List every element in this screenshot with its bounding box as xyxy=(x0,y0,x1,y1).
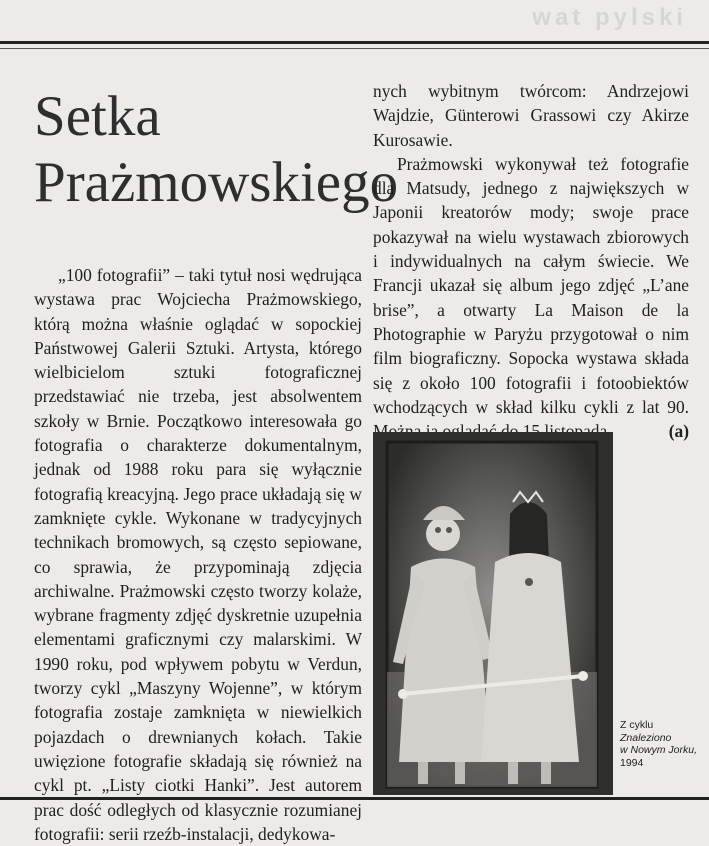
caption-title-line-2: w Nowym Jorku, xyxy=(620,744,698,757)
author-signature: (a) xyxy=(668,421,689,442)
caption-cycle-label: Z cyklu xyxy=(620,719,654,731)
body-continuation: nych wybitnym twórcom: Andrzejowi Wajdzie, Günterowi Grassowi czy Akirze Kurosawie. xyxy=(373,81,689,150)
caption-title-line-1: Znaleziono xyxy=(620,731,672,744)
top-rule-thin xyxy=(0,48,709,49)
left-column xyxy=(34,263,362,846)
photo-caption xyxy=(620,719,708,769)
photo-image xyxy=(373,432,613,795)
right-column xyxy=(373,79,689,443)
article-photo xyxy=(373,432,613,795)
section-header-label: wat pylski xyxy=(532,4,687,31)
body-paragraph-2-text: Prażmowski wykonywał też fotografie dla Matsudy, jednego z największych w Japonii kreatorów mody; swoje prace pokazywał na wielu wystawach zbiorowych i indywidualnych na całym świecie. We Francji ukazał się album jego zdjęć „L’ane brise”, a otwarty La Maison de la Photographie w Paryżu przygotował o nim film biograficzny. Sopocka wystawa składa się z około 100 fotografii i fotoobiektów wchodzących w skład kilku cykli z lat 90. xyxy=(373,153,689,417)
article-title xyxy=(34,84,398,216)
title-line-1: Setka xyxy=(34,85,161,148)
caption-year: 1994 xyxy=(620,756,644,769)
top-rule xyxy=(0,41,709,44)
title-line-2: Prażmowskiego xyxy=(34,151,399,214)
body-paragraph-1: „100 fotografii” – taki tytuł nosi wędrująca wystawa prac Wojciecha Prażmowskiego, którą można właśnie oglądać w sopockiej Państwowej Galerii Sztuki. Artysta, którego wielbicielom sztuki fotograficznej przedstawiać nie trzeba, jest absolwentem szkoły w Brnie. Początkowo interesowała go fotografia o charakterze dokumentalnym, jednak od 1988 roku para się wyłącznie fotografią kreacyjną. Jego prace układają się w zamknięte cykle. Wykonane w tradycyjnych technikach bromowych, są często sepiowane, co sprawia, że przypominają zdjęcia archiwalne. Prażmowski często tworzy kolaże, wybrane fragmenty zdjęć dyskretnie uzupełnia elementami graficznymi czy malarskimi. W 1990 roku, pod wpływem pobytu w Verdun, tworzy cykl „Maszyny Wojenne”, w którym fotografia zostaje zamknięta w niewielkich pojazdach o drewnianych kołach. Takie uwięzione fotografie składają się również na cykl pt. „Listy ciotki Hanki”. Jest autorem prac dość odległych od klasycznie rozumianej fotografii: serii rzeźb-instalacji, dedykowa- xyxy=(34,265,362,844)
body-paragraph-2 xyxy=(373,152,689,444)
